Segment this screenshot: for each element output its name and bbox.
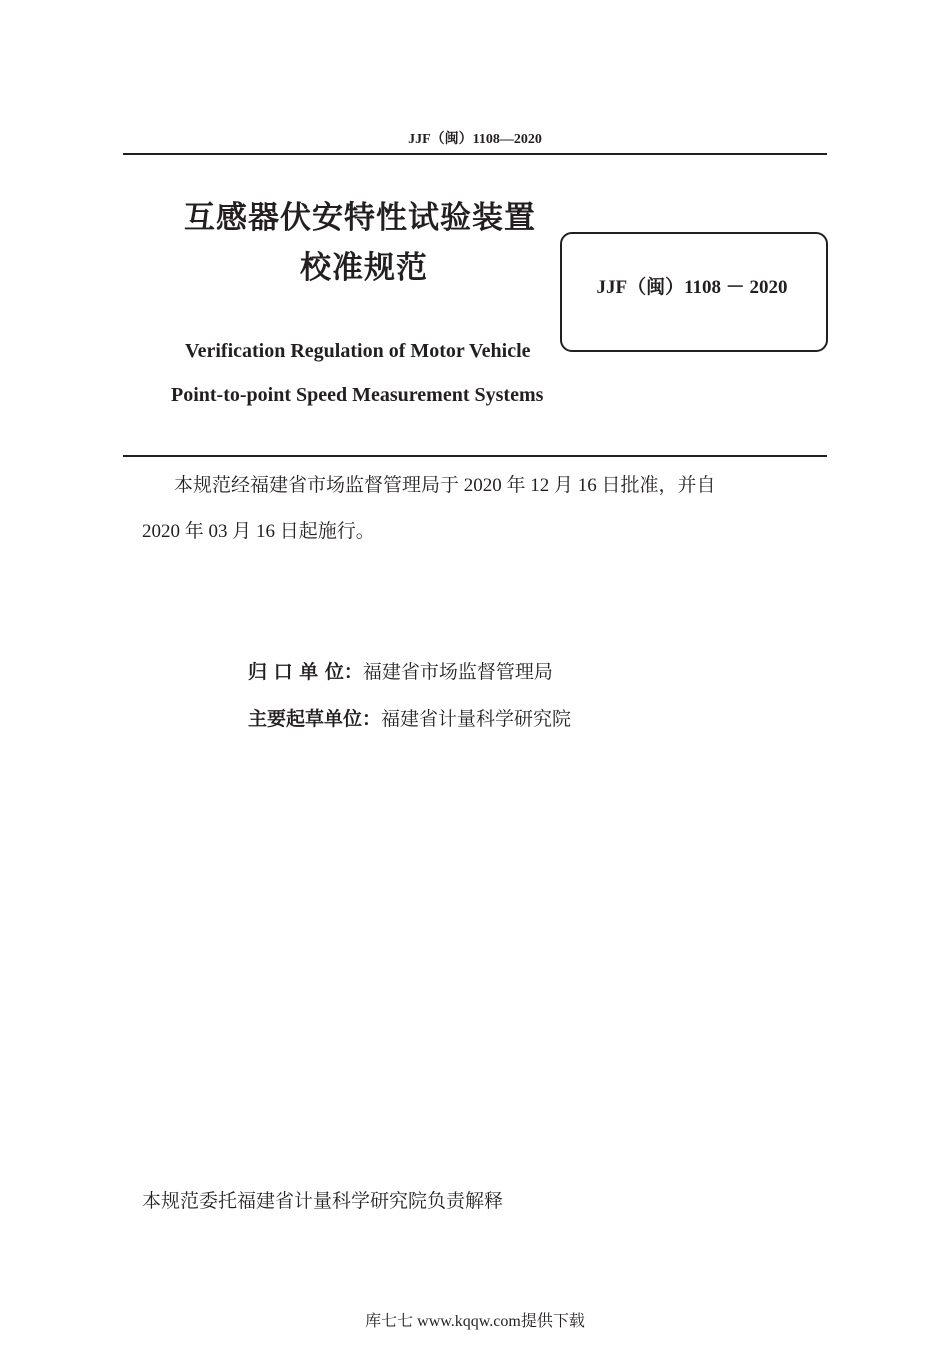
responsible-unit-value: 福建省市场监督管理局 bbox=[362, 662, 553, 683]
download-footer: 库七七 www.kqqw.com提供下载 bbox=[365, 1313, 585, 1330]
header-standard-code: JJF（闽）1108—2020 bbox=[408, 132, 542, 147]
drafting-unit-label: 主要起草单位： bbox=[248, 708, 382, 730]
title-line-2: 校准规范 bbox=[300, 250, 428, 286]
responsible-unit-row bbox=[248, 657, 553, 684]
approval-line-1: 本规范经福建省市场监督管理局于 2020 年 12 月 16 日批准，并自 bbox=[174, 475, 716, 496]
drafting-unit-row bbox=[248, 704, 571, 731]
approval-line-2: 2020 年 03 月 16 日起施行。 bbox=[142, 521, 375, 542]
responsible-unit-label: 归 口 单 位： bbox=[248, 661, 363, 683]
english-title-line-2: Point-to-point Speed Measurement Systems bbox=[171, 384, 544, 406]
title-line-1: 互感器伏安特性试验装置 bbox=[184, 200, 536, 236]
standard-code: JJF（闽）1108 － 2020 bbox=[596, 277, 788, 298]
drafting-unit-value: 福建省计量科学研究院 bbox=[381, 709, 572, 730]
english-title-line-1: Verification Regulation of Motor Vehicle bbox=[185, 340, 531, 362]
header-divider bbox=[123, 153, 827, 155]
section-divider bbox=[123, 455, 827, 457]
interpretation-note: 本规范委托福建省计量科学研究院负责解释 bbox=[142, 1191, 504, 1212]
